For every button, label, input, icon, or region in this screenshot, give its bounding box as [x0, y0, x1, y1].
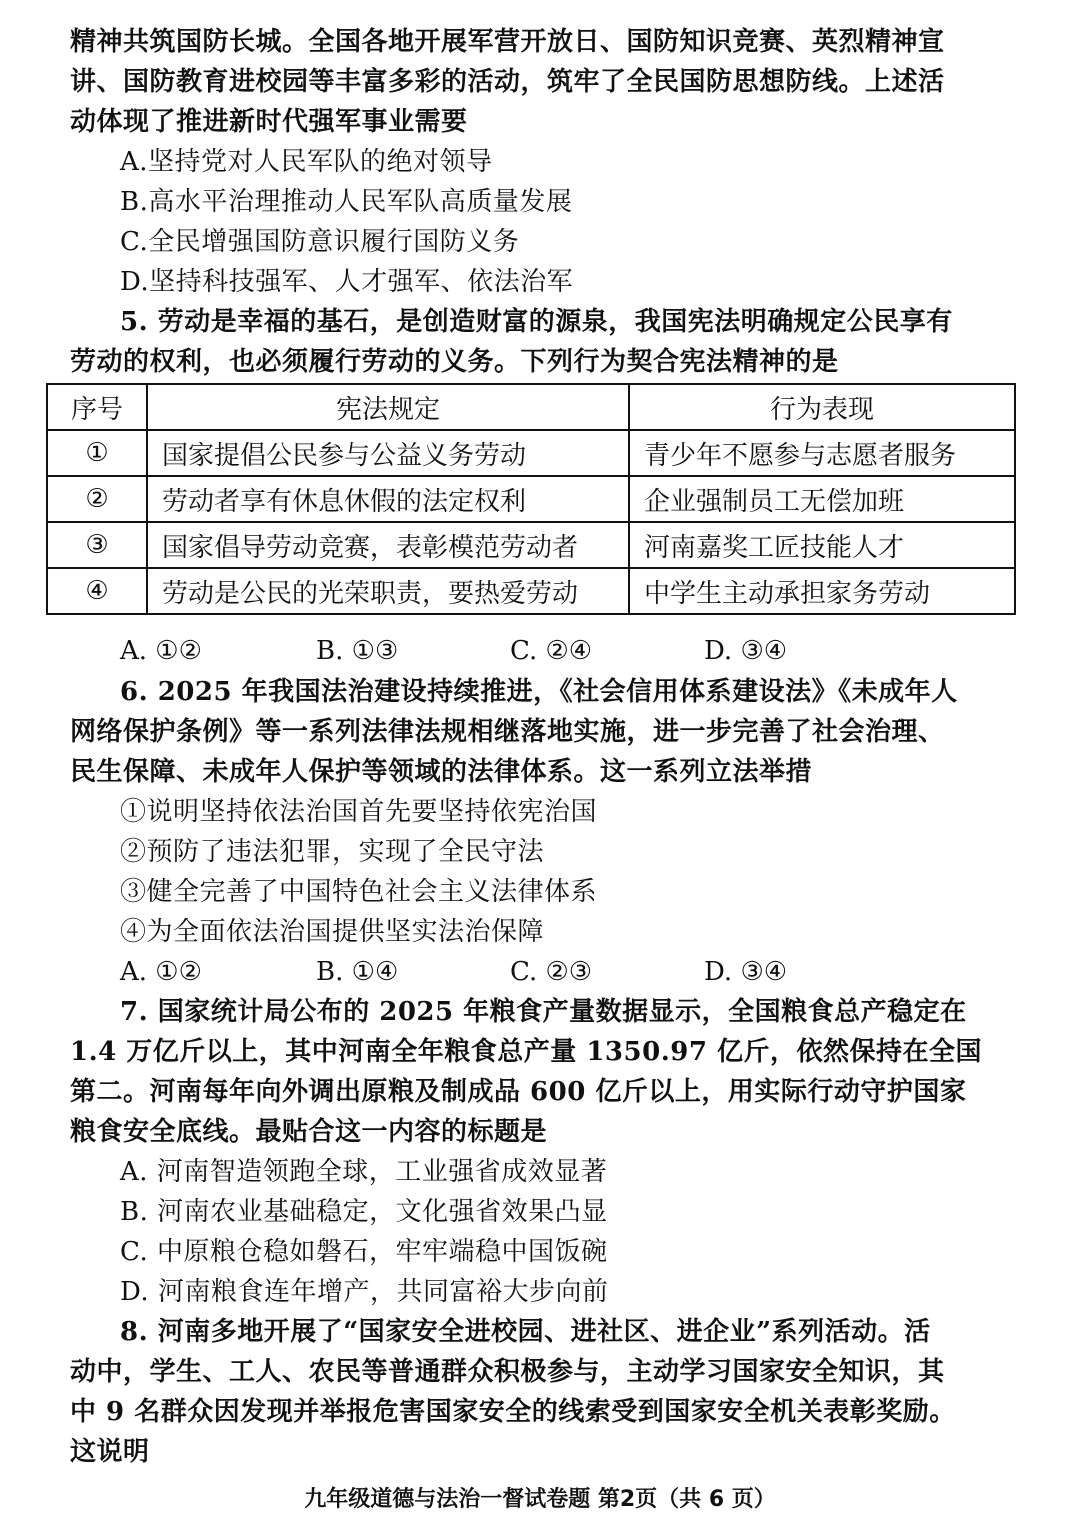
q7-option-b: B. 河南农业基础稳定，文化强省效果凸显: [120, 1197, 608, 1227]
q7-stem-line: 7. 国家统计局公布的 2025 年粮食产量数据显示，全国粮食总产稳定在: [120, 997, 967, 1027]
q7-option-a: A. 河南智造领跑全球，工业强省成效显著: [120, 1157, 608, 1187]
constitution-table: [46, 383, 1016, 615]
q6-stem-line: 6. 2025 年我国法治建设持续推进，《社会信用体系建设法》《未成年人: [120, 677, 958, 707]
q6-item: ③健全完善了中国特色社会主义法律体系: [120, 877, 598, 907]
table-cell: 劳动是公民的光荣职责，要热爱劳动: [147, 568, 629, 614]
q8-stem-line: 动中，学生、工人、农民等普通群众积极参与，主动学习国家安全知识，其: [70, 1357, 945, 1387]
q5-option-b: B. ①③: [316, 636, 399, 666]
table-cell: 中学生主动承担家务劳动: [629, 568, 1015, 614]
q6-item: ①说明坚持依法治国首先要坚持依宪治国: [120, 797, 598, 827]
q4-option-a: A.坚持党对人民军队的绝对领导: [120, 147, 493, 177]
q4-option-b: B.高水平治理推动人民军队高质量发展: [120, 187, 573, 217]
q6-option-a: A. ①②: [120, 957, 202, 987]
page-footer: 九年级道德与法治一督试卷题 第2页（共 6 页）: [304, 1487, 776, 1512]
q8-stem-line: 中 9 名群众因发现并举报危害国家安全的线索受到国家安全机关表彰奖励。: [70, 1397, 956, 1427]
table-header: 宪法规定: [147, 384, 629, 430]
q8-stem-line: 这说明: [70, 1437, 150, 1467]
q7-option-c: C. 中原粮仓稳如磐石，牢牢端稳中国饭碗: [120, 1237, 608, 1267]
q5-stem-line: 劳动的权利，也必须履行劳动的义务。下列行为契合宪法精神的是: [70, 347, 839, 377]
q6-stem-line: 民生保障、未成年人保护等领域的法律体系。这一系列立法举措: [70, 757, 813, 787]
q6-option-c: C. ②③: [510, 957, 593, 987]
table-cell: ④: [47, 568, 147, 614]
q6-option-b: B. ①④: [316, 957, 399, 987]
table-cell: 国家提倡公民参与公益义务劳动: [147, 430, 629, 476]
table-row: [47, 430, 1015, 476]
q4-text-line: 讲、国防教育进校园等丰富多彩的活动，筑牢了全民国防思想防线。上述活: [70, 67, 945, 97]
q7-stem-line: 粮食安全底线。最贴合这一内容的标题是: [70, 1117, 548, 1147]
table-cell: ③: [47, 522, 147, 568]
table-cell: 国家倡导劳动竞赛，表彰模范劳动者: [147, 522, 629, 568]
table-cell: 河南嘉奖工匠技能人才: [629, 522, 1015, 568]
table-cell: 企业强制员工无偿加班: [629, 476, 1015, 522]
q5-stem-line: 5. 劳动是幸福的基石，是创造财富的源泉，我国宪法明确规定公民享有: [120, 307, 953, 337]
table-header-row: [47, 384, 1015, 430]
q4-option-c: C.全民增强国防意识履行国防义务: [120, 227, 520, 257]
q6-option-d: D. ③④: [704, 957, 788, 987]
q4-option-d: D.坚持科技强军、人才强军、依法治军: [120, 267, 574, 297]
q6-stem-line: 网络保护条例》等一系列法律法规相继落地实施，进一步完善了社会治理、: [70, 717, 945, 747]
q5-option-c: C. ②④: [510, 636, 593, 666]
table-header: 序号: [47, 384, 147, 430]
q6-item: ④为全面依法治国提供坚实法治保障: [120, 917, 545, 947]
q6-item: ②预防了违法犯罪，实现了全民守法: [120, 837, 545, 867]
q5-option-a: A. ①②: [120, 636, 202, 666]
table-cell: ①: [47, 430, 147, 476]
q8-stem-line: 8. 河南多地开展了“国家安全进校园、进社区、进企业”系列活动。活: [120, 1317, 931, 1347]
q4-text-line: 动体现了推进新时代强军事业需要: [70, 107, 468, 137]
table-header: 行为表现: [629, 384, 1015, 430]
table-row: [47, 476, 1015, 522]
q7-option-d: D. 河南粮食连年增产，共同富裕大步向前: [120, 1277, 609, 1307]
table-cell: 劳动者享有休息休假的法定权利: [147, 476, 629, 522]
table-row: [47, 568, 1015, 614]
q7-stem-line: 第二。河南每年向外调出原粮及制成品 600 亿斤以上，用实际行动守护国家: [70, 1077, 967, 1107]
q7-stem-line: 1.4 万亿斤以上，其中河南全年粮食总产量 1350.97 亿斤，依然保持在全国: [70, 1037, 982, 1067]
table-cell: ②: [47, 476, 147, 522]
table-row: [47, 522, 1015, 568]
table-cell: 青少年不愿参与志愿者服务: [629, 430, 1015, 476]
q5-option-d: D. ③④: [704, 636, 788, 666]
q4-text-line: 精神共筑国防长城。全国各地开展军营开放日、国防知识竞赛、英烈精神宣: [70, 27, 945, 57]
